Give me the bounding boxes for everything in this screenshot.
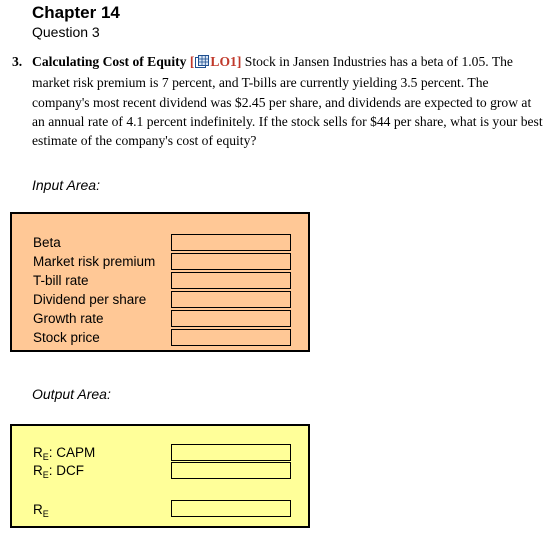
excel-icon[interactable]	[195, 54, 209, 73]
problem-statement	[12, 52, 546, 150]
re-subscript: E	[42, 452, 49, 462]
problem-body	[32, 52, 546, 150]
tbill-rate-input[interactable]	[171, 272, 291, 289]
dividend-per-share-input[interactable]	[171, 291, 291, 308]
input-label-beta: Beta	[33, 235, 61, 250]
output-label-re-capm	[33, 445, 95, 465]
output-area-label: Output Area:	[32, 386, 111, 402]
beta-input[interactable]	[171, 234, 291, 251]
input-label-tbill-rate: T-bill rate	[33, 273, 89, 288]
problem-title: Calculating Cost of Equity	[32, 54, 187, 69]
re-capm-output[interactable]	[171, 444, 291, 461]
learning-objective-open: [	[189, 54, 195, 69]
chapter-title: Chapter 14	[32, 3, 120, 22]
problem-text: Stock in Jansen Industries has a beta of 1.05. The market risk premium is 7 percent, and T-bills are currently yielding 3.5 percent. The company's most recent dividend was $2.45 per share, and dividends are expected to grow at an annual rate of 4.1 percent indefinitely. If the stock sells for $44 per share, what is your best estimate of the company's cost of equity?	[32, 54, 543, 149]
input-label-dividend-per-share: Dividend per share	[33, 292, 147, 307]
re-symbol: R	[33, 463, 43, 478]
output-label-re-dcf	[33, 463, 84, 483]
problem-number: 3.	[12, 54, 23, 69]
re-symbol: R	[33, 445, 43, 460]
input-label-stock-price: Stock price	[33, 330, 100, 345]
learning-objective-link[interactable]: LO1]	[210, 54, 242, 69]
output-label-re	[33, 502, 49, 522]
re-subscript: E	[42, 470, 49, 480]
output-area	[10, 424, 310, 528]
input-label-growth-rate: Growth rate	[33, 311, 104, 326]
stock-price-input[interactable]	[171, 329, 291, 346]
input-area	[10, 212, 310, 352]
market-risk-premium-input[interactable]	[171, 253, 291, 270]
growth-rate-input[interactable]	[171, 310, 291, 327]
re-symbol: R	[33, 502, 43, 517]
input-label-market-risk-premium: Market risk premium	[33, 254, 156, 269]
input-area-label: Input Area:	[32, 177, 100, 193]
re-dcf-output[interactable]	[171, 462, 291, 479]
re-capm-suffix: : CAPM	[48, 445, 96, 460]
question-number: Question 3	[32, 24, 100, 40]
re-dcf-suffix: : DCF	[48, 463, 85, 478]
re-subscript: E	[42, 509, 49, 519]
re-output[interactable]	[171, 500, 291, 517]
